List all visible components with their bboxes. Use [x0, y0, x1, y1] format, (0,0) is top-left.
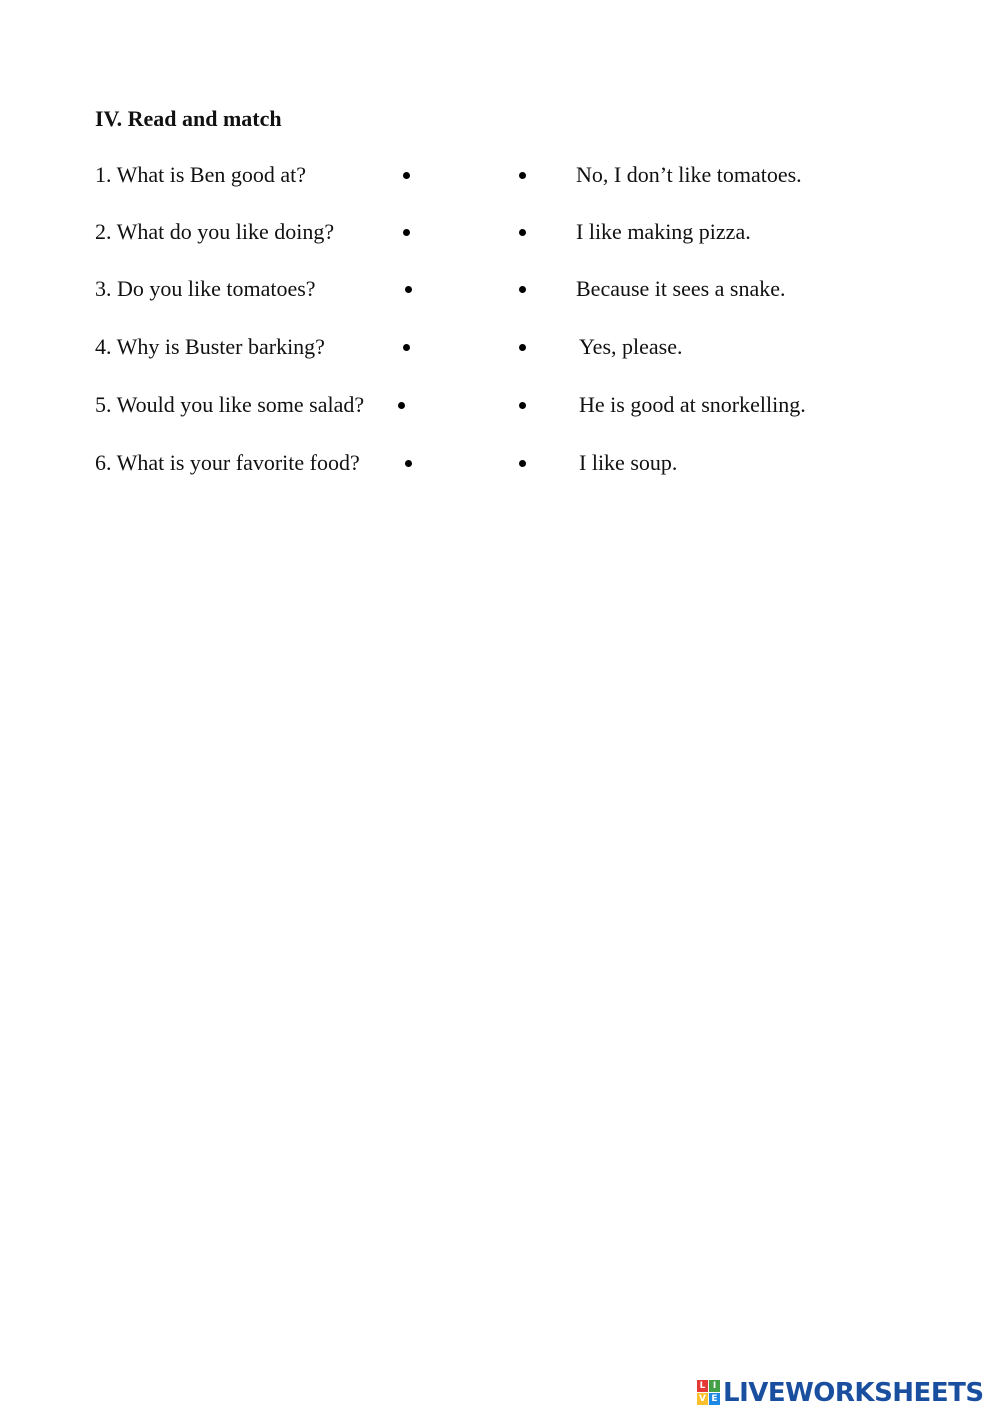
answer-match-dot[interactable]	[519, 229, 526, 236]
answer-match-dot[interactable]	[519, 402, 526, 409]
answer-text: I like making pizza.	[576, 219, 751, 244]
logo-text: LIVEWORKSHEETS	[723, 1378, 984, 1408]
question-text: 2. What do you like doing?	[95, 219, 335, 244]
match-row	[0, 274, 1000, 304]
answer-match-dot[interactable]	[519, 286, 526, 293]
logo-mark-icon	[697, 1380, 721, 1406]
answer-text: I like soup.	[579, 450, 678, 475]
question-text: 1. What is Ben good at?	[95, 162, 306, 187]
liveworksheets-logo	[697, 1378, 994, 1408]
answer-text: Because it sees a snake.	[576, 276, 786, 301]
answer-match-dot[interactable]	[519, 460, 526, 467]
answer-text: No, I don’t like tomatoes.	[576, 162, 802, 187]
answer-text: Yes, please.	[579, 334, 683, 359]
match-row	[0, 332, 1000, 362]
question-match-dot[interactable]	[403, 229, 410, 236]
question-match-dot[interactable]	[405, 286, 412, 293]
logo-letter: I	[709, 1380, 720, 1392]
question-match-dot[interactable]	[398, 402, 405, 409]
question-match-dot[interactable]	[403, 344, 410, 351]
question-text: 4. Why is Buster barking?	[95, 334, 325, 359]
match-row	[0, 448, 1000, 478]
question-match-dot[interactable]	[405, 460, 412, 467]
logo-letter: E	[709, 1393, 720, 1405]
question-text: 6. What is your favorite food?	[95, 450, 360, 475]
match-row	[0, 217, 1000, 247]
question-text: 3. Do you like tomatoes?	[95, 276, 316, 301]
logo-letter: V	[697, 1393, 708, 1405]
answer-text: He is good at snorkelling.	[579, 392, 806, 417]
question-match-dot[interactable]	[403, 172, 410, 179]
page-title: IV. Read and match	[95, 106, 282, 131]
logo-letter: L	[697, 1380, 708, 1392]
question-text: 5. Would you like some salad?	[95, 392, 365, 417]
answer-match-dot[interactable]	[519, 344, 526, 351]
answer-match-dot[interactable]	[519, 172, 526, 179]
match-row	[0, 390, 1000, 420]
match-row	[0, 160, 1000, 190]
